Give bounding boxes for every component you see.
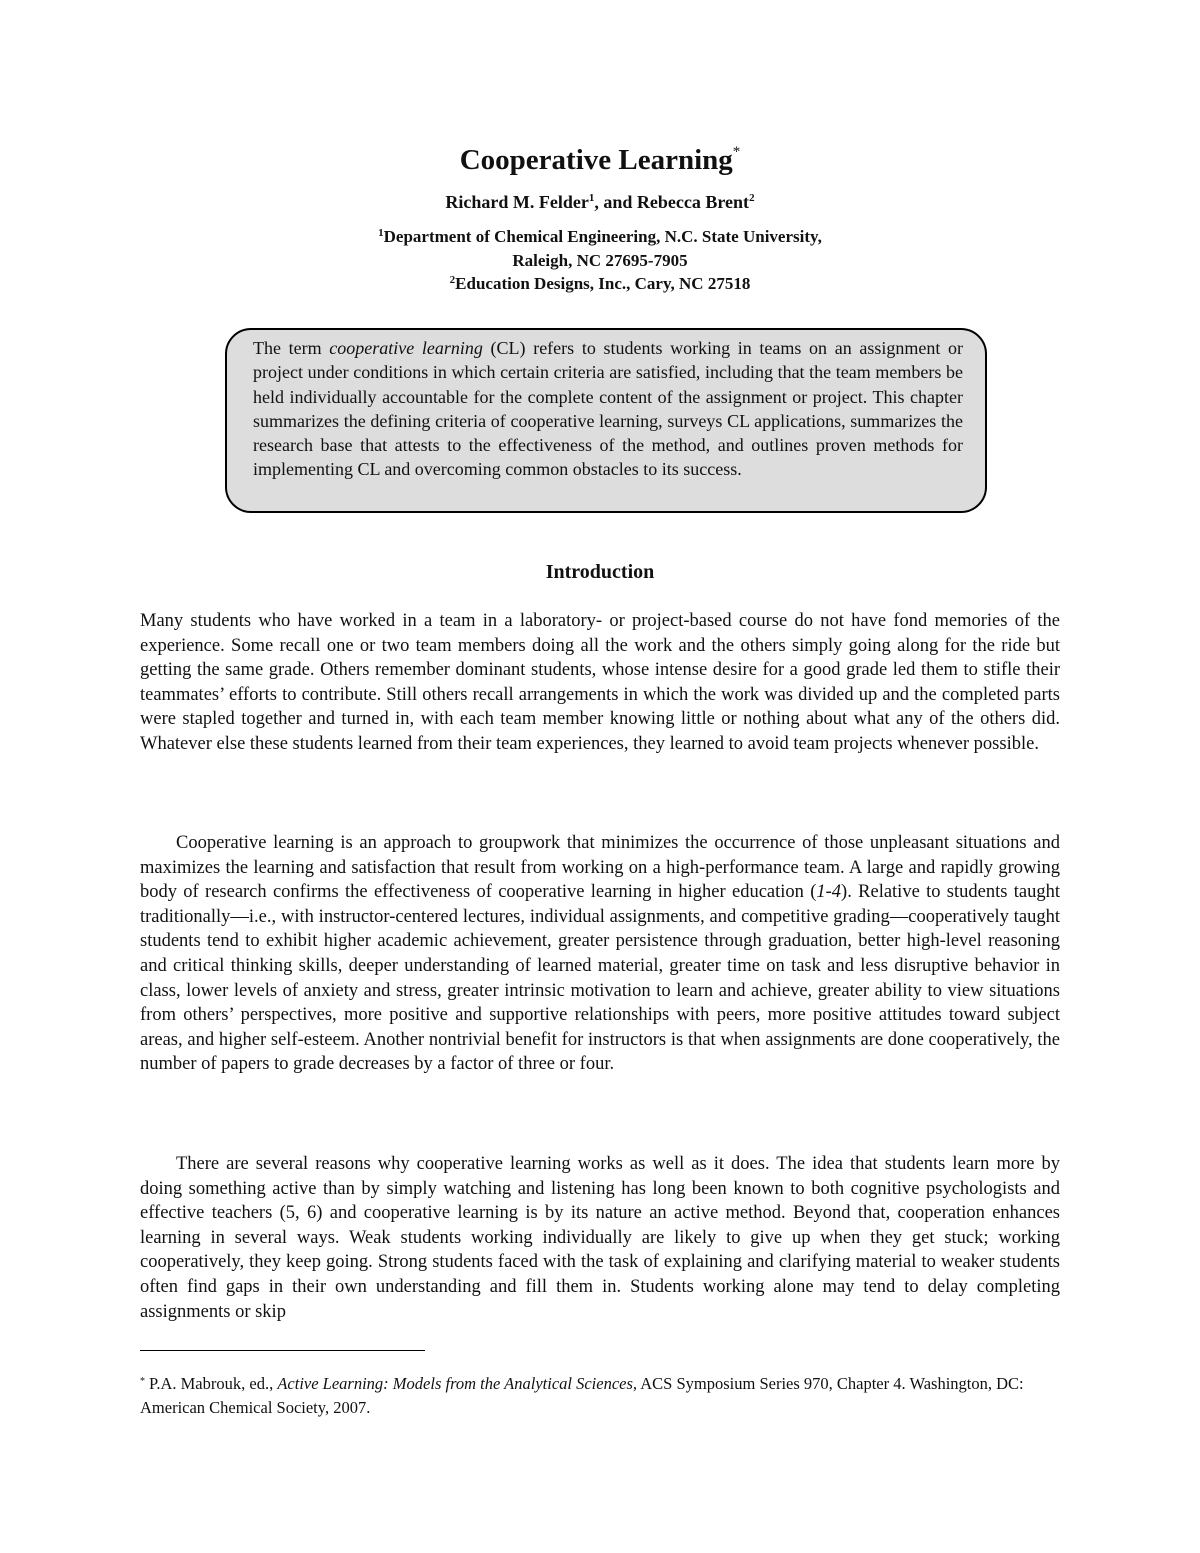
title-footnote-marker: * (732, 144, 741, 160)
paragraph-2 (140, 831, 1060, 1077)
footnote-book-title: Active Learning: Models from the Analytical Sciences, (277, 1374, 638, 1393)
author-2-affil-mark: 2 (749, 192, 755, 204)
footnote-separator (140, 1350, 425, 1351)
paragraph-2-post: ). Relative to students taught traditionally—i.e., with instructor-centered lectures, individual assignments, and competitive grading—cooperatively taught students tend to exhibit higher academic achievement, greater persistence through graduation, better high-level reasoning and critical thinking skills, deeper understanding of learned material, greater time on task and less disruptive behavior in class, lower levels of anxiety and stress, greater intrinsic motivation to learn and achieve, greater ability to view situations from others’ perspectives, more positive and supportive relationships with peers, more positive attitudes toward subject areas, and higher self-esteem. Another nontrivial benefit for instructors is that when assignments are done cooperatively, the number of papers to grade decreases by a factor of three or four. (140, 882, 1060, 1075)
paragraph-2-citation: 1-4 (816, 882, 842, 903)
footnote-post: ACS Symposium Series 970, Chapter 4. Washington, DC: American Chemical Society, 2007. (140, 1374, 1024, 1417)
paragraph-2-pre: Cooperative learning is an approach to groupwork that minimizes the occurrence of those unpleasant situations and maximizes the learning and satisfaction that result from working on a high-performance team. A large and rapidly growing body of research confirms the effectiveness of cooperative learning in higher education ( (140, 833, 1060, 903)
author-1: Richard M. Felder (445, 192, 589, 212)
affiliation-1-line-2: Raleigh, NC 27695-7905 (512, 251, 688, 270)
paper-title (0, 142, 1200, 178)
abstract-box (225, 328, 987, 513)
abstract-term: cooperative learning (329, 338, 483, 358)
paragraph-3: There are several reasons why cooperative learning works as well as it does. The idea that students learn more by doing something active than by simply watching and listening has long been known to both cognitive psychologists and effective teachers (5, 6) and cooperative learning is by its nature an active method. Beyond that, cooperation enhances learning in several ways. Weak students working individually are likely to give up when they get stuck; working cooperatively, they keep going. Strong students faced with the task of explaining and clarifying material to weaker students often find gaps in their own understanding and fill them in. Students working alone may tend to delay completing assignments or skip (140, 1154, 1060, 1322)
footnote-pre: P.A. Mabrouk, ed., (149, 1374, 278, 1393)
section-heading-introduction: Introduction (545, 561, 655, 583)
abstract-pre: The term (253, 338, 330, 358)
affiliation-1-text: Department of Chemical Engineering, N.C. State University, (383, 227, 822, 246)
footnote (140, 1372, 1060, 1420)
author-2: Rebecca Brent (636, 192, 750, 212)
title-text: Cooperative Learning (459, 144, 733, 176)
affiliation-2-text: Education Designs, Inc., Cary, NC 27518 (455, 274, 751, 293)
author-1-affil-mark: 1 (588, 192, 595, 204)
affiliation-1-mark: 1 (378, 227, 384, 239)
affiliation-2 (0, 272, 1200, 296)
author-conjunction: , and (594, 192, 637, 212)
footnote-marker: * (140, 1376, 145, 1387)
affiliation-2-mark: 2 (449, 274, 456, 286)
affiliation-1-line-1 (0, 225, 1200, 249)
author-line (0, 189, 1200, 215)
paragraph-1: Many students who have worked in a team in a laboratory- or project-based course do not have fond memories of the experience. Some recall one or two team members doing all the work and the others simply going along for the ride but getting the same grade. Others remember dominant students, whose intense desire for a good grade led them to stifle their teammates’ efforts to contribute. Still others recall arrangements in which the work was divided up and the completed parts were stapled together and turned in, with each team member knowing little or nothing about what any of the others did. Whatever else these students learned from their team experiences, they learned to avoid team projects whenever possible. (140, 611, 1060, 754)
abstract-body: (CL) refers to students working in teams on an assignment or project under conditions in which certain criteria are satisfied, including that the team members be held individually accountable for the complete content of the assignment or project. This chapter summarizes the defining criteria of cooperative learning, surveys CL applications, summarizes the research base that attests to the effectiveness of the method, and outlines proven methods for implementing CL and overcoming common obstacles to its success. (253, 338, 963, 480)
